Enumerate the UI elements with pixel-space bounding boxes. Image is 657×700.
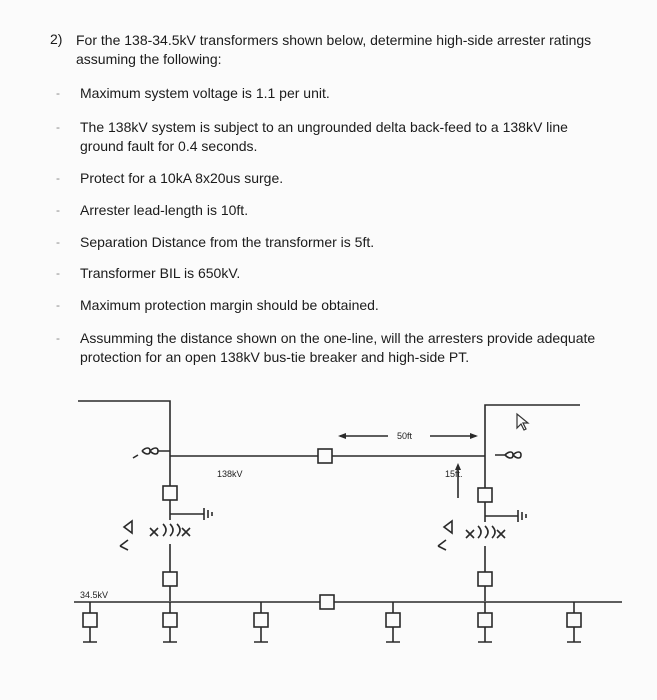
bullet-dash: -	[56, 235, 60, 249]
assumption-text: Maximum protection margin should be obtained.	[80, 297, 379, 313]
bullet-dash: -	[56, 298, 60, 312]
question-intro: For the 138-34.5kV transformers shown below, determine high-side arrester ratings assuming the following:	[76, 32, 592, 67]
assumption-text: The 138kV system is subject to an ungrounded delta back-feed to a 138kV line ground fault for 0.4 seconds.	[80, 119, 568, 154]
transformer-right	[466, 526, 505, 538]
assumption-text: Maximum system voltage is 1.1 per unit.	[80, 85, 330, 101]
assumption-text: Arrester lead-length is 10ft.	[80, 202, 249, 218]
label-138kv: 138kV	[217, 469, 243, 479]
assumption-text: Assumming the distance shown on the one-line, will the arresters provide adequate protection for an open 138kV bus-tie breaker and high-side PT.	[80, 330, 596, 365]
bullet-dash: -	[56, 171, 60, 185]
arrester-left	[124, 521, 132, 533]
arrester-right	[444, 521, 452, 533]
assumption-text: Protect for a 10kA 8x20us surge.	[80, 170, 284, 186]
bullet-dash: -	[56, 331, 60, 345]
pt-right	[495, 452, 521, 458]
label-50ft: 50ft	[397, 431, 413, 441]
bullet-dash: -	[56, 120, 60, 134]
assumption-text: Separation Distance from the transformer is 5ft.	[80, 234, 375, 250]
bullet-dash: -	[56, 86, 60, 100]
bus-tie-breaker-138kv	[318, 449, 332, 463]
transformer-left	[150, 524, 190, 536]
arrester-lead-right	[485, 510, 518, 522]
bullet-dash: -	[56, 203, 60, 217]
arrester-lead-left	[170, 508, 204, 520]
pt-left	[142, 448, 170, 454]
bullet-dash: -	[56, 266, 60, 280]
breaker-left-low	[163, 572, 177, 586]
assumption-text: Transformer BIL is 650kV.	[80, 265, 241, 281]
breaker-right-low	[478, 572, 492, 586]
line-right-incoming	[485, 405, 580, 430]
label-15ft: 15ft.	[445, 469, 463, 479]
breaker-right-high	[478, 488, 492, 502]
cursor-icon	[517, 414, 528, 430]
question-number: 2)	[50, 31, 63, 47]
line-left-incoming	[78, 401, 170, 426]
bus-tie-breaker-345kv	[320, 595, 334, 609]
feeder-breakers	[83, 602, 581, 642]
breaker-left-high	[163, 486, 177, 500]
label-345kv: 34.5kV	[80, 590, 109, 600]
